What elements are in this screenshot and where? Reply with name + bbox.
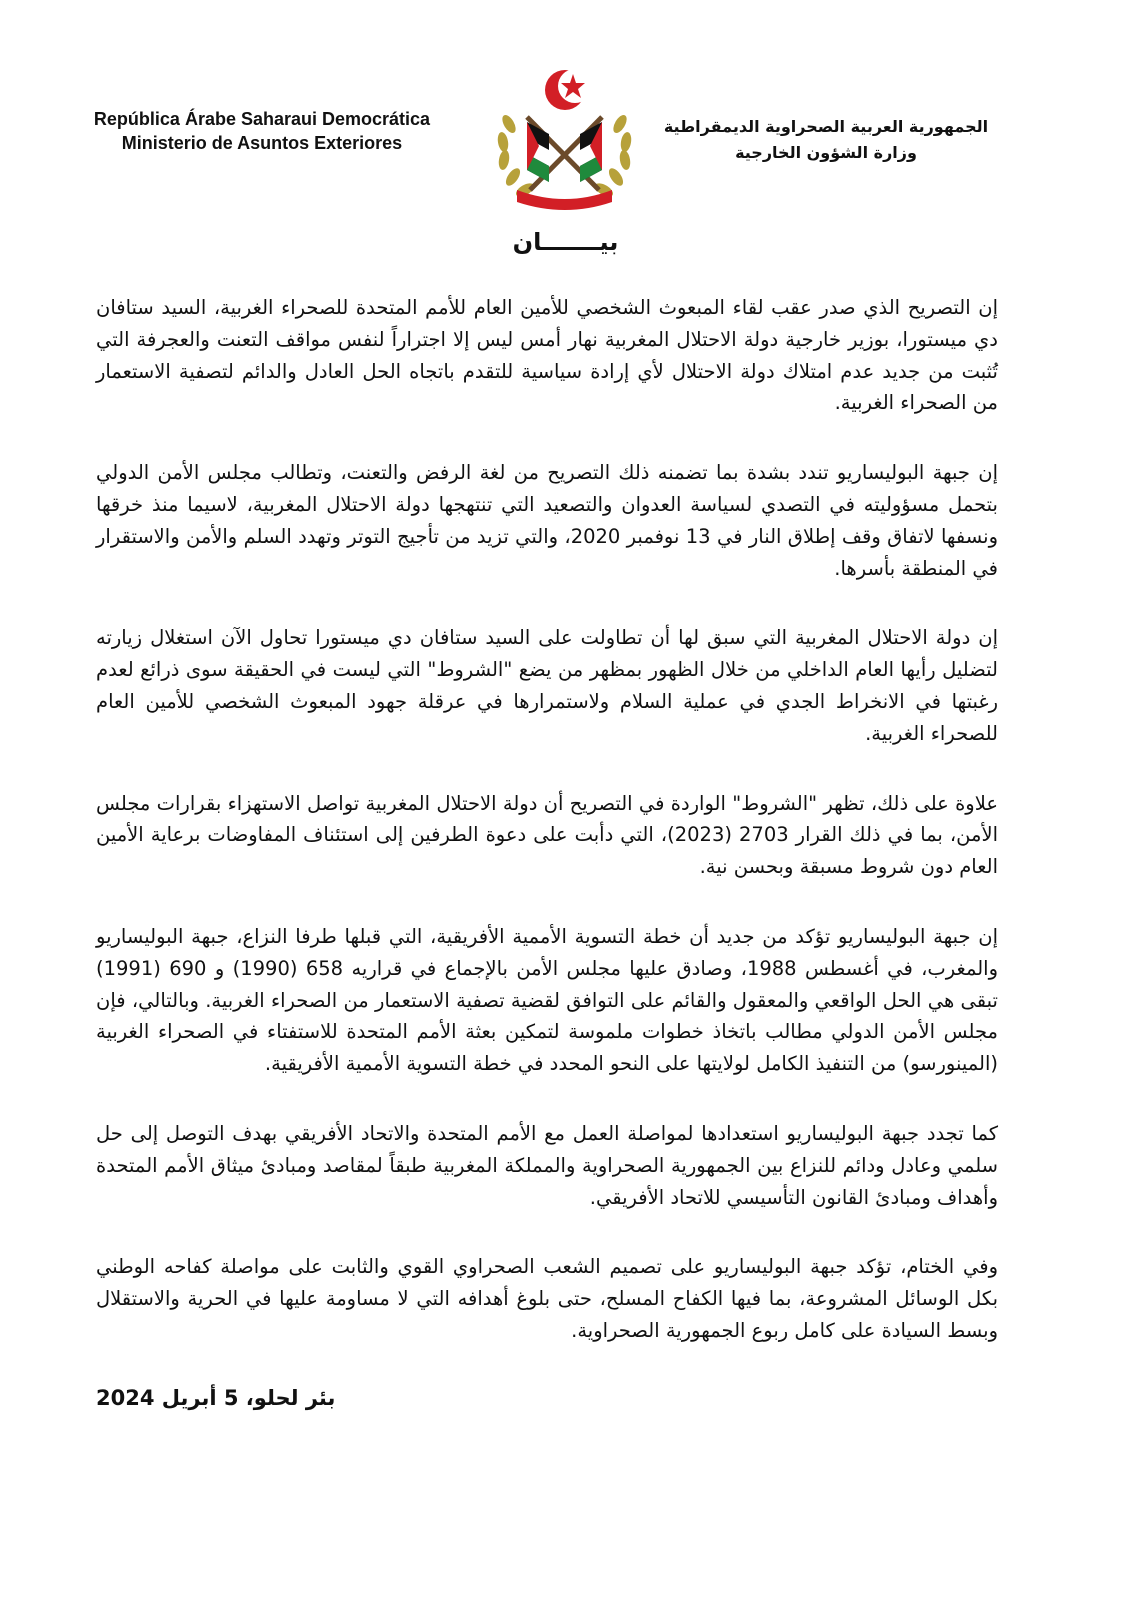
document-title — [0, 228, 1131, 256]
sadr-coat-of-arms-icon — [487, 62, 642, 212]
document-title-text: بيـــــــان — [512, 228, 619, 256]
statement-body — [96, 292, 998, 1385]
ministry-name-es: Ministerio de Asuntos Exteriores — [121, 133, 403, 153]
paragraph-5: إن جبهة البوليساريو تؤكد من جديد أن خطة التسوية الأممية الأفريقية، التي قبلها طرفا النزاع، جبهة البوليساريو والمغرب، في أغسطس 1988، وصادق عليها مجلس الأمن بالإجماع في قراريه 658 (1990) و 690 (1991) تبقى هي الحل الواقعي والمعقول والقائم على التوافق لقضية تصفية الاستعمار من الصحراء الغربية. وبالتالي، فإن مجلس الأمن الدولي مطالب باتخاذ خطوات ملموسة لتمكين بعثة الأمم المتحدة للاستفتاء في الصحراء الغربية (المينورسو) من التنفيذ الكامل لولايتها على النحو المحدد في خطة التسوية الأممية الأفريقية. — [96, 924, 998, 1076]
ministry-name-ar: وزارة الشؤون الخارجية — [735, 143, 917, 162]
letterhead — [0, 62, 1131, 212]
state-name-es: República Árabe Saharaui Democrática — [93, 109, 431, 129]
paragraph-7: وفي الختام، تؤكد جبهة البوليساريو على تصميم الشعب الصحراوي القوي والثابت على مواصلة كفاحه الوطني بكل الوسائل المشروعة، بما فيها الكفاح المسلح، حتى بلوغ أهدافه التي لا مساومة عليها في الحرية والاستقلال وبسط السيادة على كامل ربوع الجمهورية الصحراوية. — [96, 1255, 998, 1342]
letterhead-arabic — [661, 114, 991, 166]
place-and-date: بئر لحلو، 5 أبريل 2024 — [96, 1386, 336, 1410]
letterhead-spanish — [82, 107, 442, 155]
paragraph-4: علاوة على ذلك، تظهر "الشروط" الواردة في التصريح أن دولة الاحتلال المغربية تواصل الاستهزاء بقرارات مجلس الأمن، بما في ذلك القرار 2703 (2023)، التي دأبت على دعوة الطرفين إلى استئناف المفاوضات برعاية الأمين العام دون شروط مسبقة وبحسن نية. — [96, 791, 998, 879]
paragraph-3: إن دولة الاحتلال المغربية التي سبق لها أن تطاولت على السيد ستافان دي ميستورا تحاول الآن استغلال زيارته لتضليل رأيها العام الداخلي من خلال الظهور بمظهر من يضع "الشروط" التي ليست في الحقيقة سوى ذرائع لعدم رغبتها في الانخراط الجدي في عملية السلام ولاستمرارها في عرقلة جهود المبعوث الشخصي للأمين العام للصحراء الغربية. — [96, 626, 998, 745]
state-name-ar: الجمهورية العربية الصحراوية الديمقراطية — [663, 117, 989, 136]
paragraph-2: إن جبهة البوليساريو تندد بشدة بما تضمنه ذلك التصريح من لغة الرفض والتعنت، وتطالب مجلس الأمن الدولي بتحمل مسؤوليته في التصدي لسياسة العدوان والتصعيد التي تنتهجها دولة الاحتلال المغربية، لاسيما منذ خرقها ونسفها لاتفاق وقف إطلاق النار في 13 نوفمبر 2020، والتي تزيد من تأجيج التوتر وتهدد السلم والأمن والاستقرار في المنطقة بأسرها. — [96, 461, 998, 580]
paragraph-1: إن التصريح الذي صدر عقب لقاء المبعوث الشخصي للأمين العام للأمم المتحدة للصحراء الغربية، السيد ستافان دي ميستورا، بوزير خارجية دولة الاحتلال المغربية نهار أمس ليس إلا اجتراراً لنفس مواقف التعنت والعجرفة التي تُثبت من جديد عدم امتلاك دولة الاحتلال لأي إرادة سياسية للتقدم باتجاه الحل العادل والدائم لتصفية الاستعمار من الصحراء الغربية. — [96, 296, 998, 415]
paragraph-6: كما تجدد جبهة البوليساريو استعدادها لمواصلة العمل مع الأمم المتحدة والاتحاد الأفريقي بهدف التوصل إلى حل سلمي وعادل ودائم للنزاع بين الجمهورية الصحراوية والمملكة المغربية طبقاً لمقاصد ومبادئ ميثاق الأمم المتحدة وأهداف ومبادئ القانون التأسيسي للاتحاد الأفريقي. — [96, 1121, 998, 1209]
